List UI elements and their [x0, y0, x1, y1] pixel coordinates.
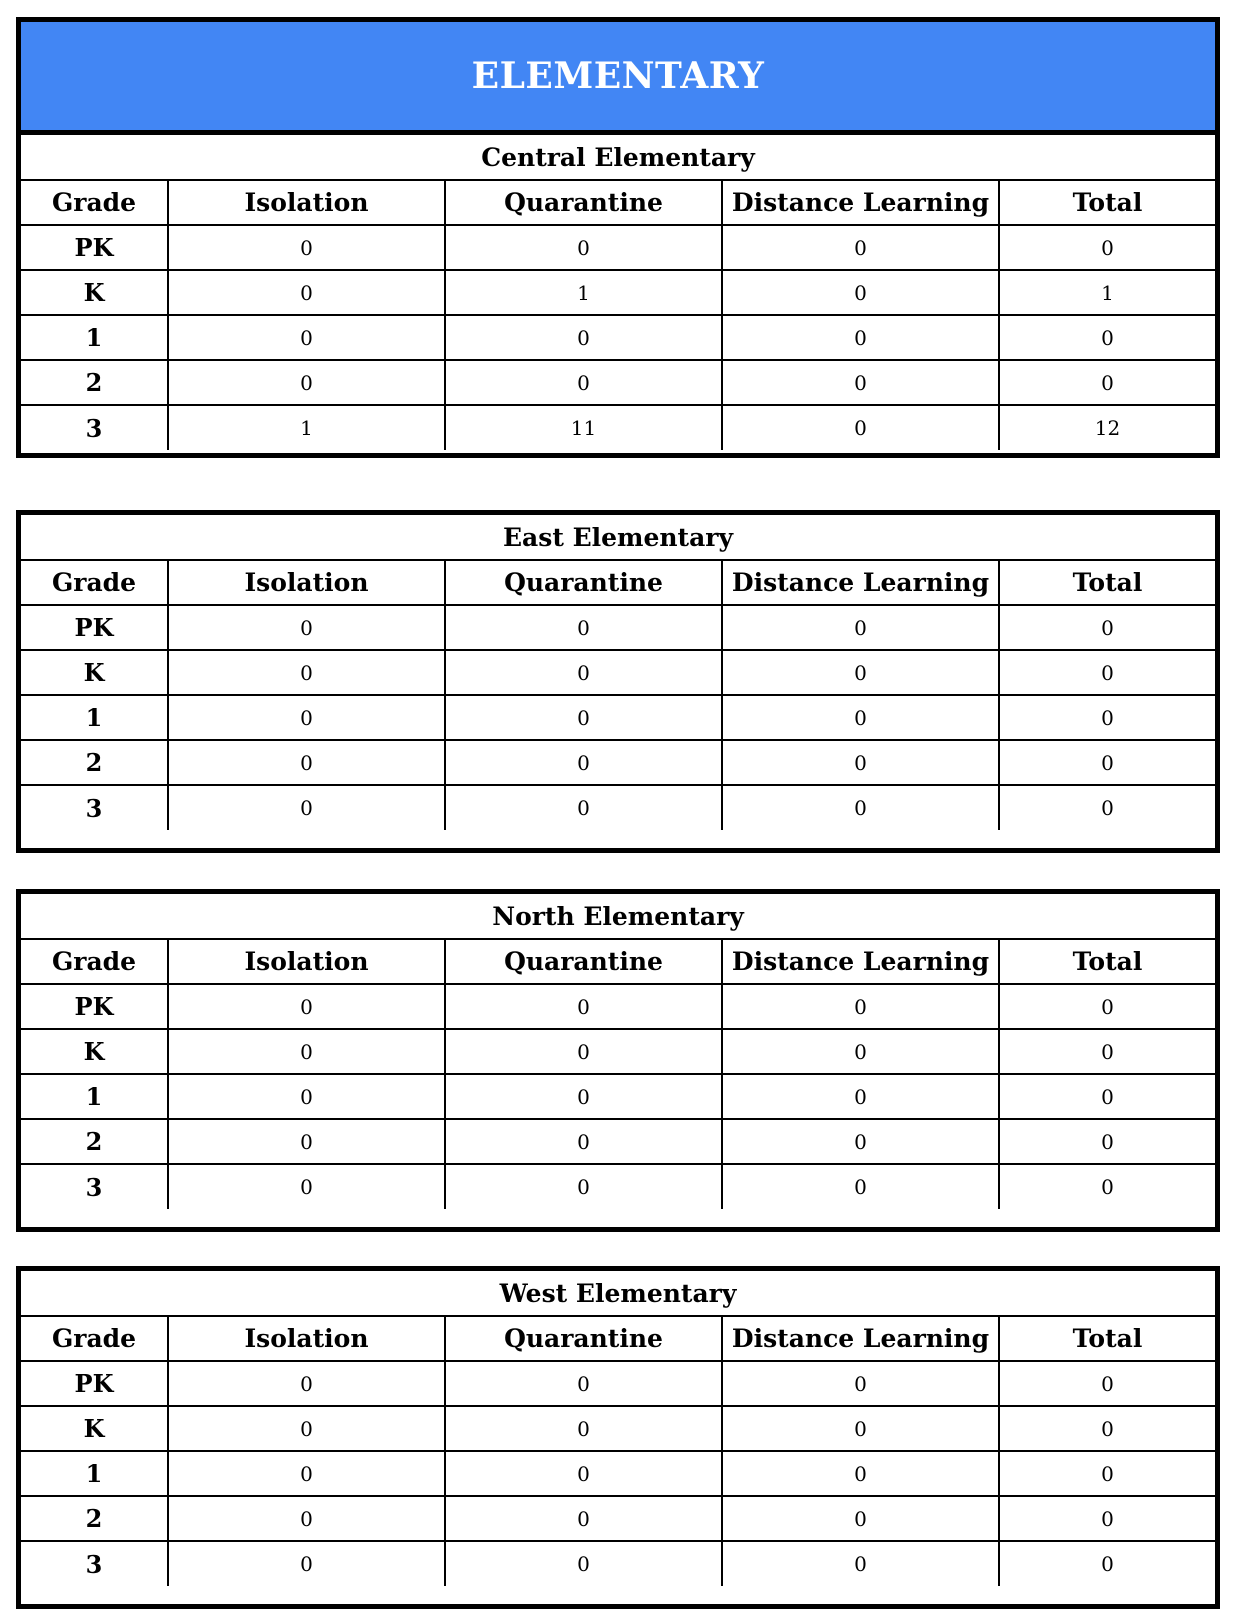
- isolation-cell: 0: [168, 605, 445, 650]
- school-title: East Elementary: [21, 515, 1215, 560]
- isolation-cell: 0: [168, 695, 445, 740]
- quarantine-cell: 0: [445, 1074, 722, 1119]
- total-cell: 1: [999, 270, 1215, 315]
- grade-cell: 2: [21, 740, 168, 785]
- quarantine-cell: 0: [445, 650, 722, 695]
- distance-learning-cell: 0: [722, 315, 999, 360]
- column-header-total: Total: [999, 560, 1215, 605]
- column-header-isolation: Isolation: [168, 180, 445, 225]
- grade-cell: PK: [21, 605, 168, 650]
- table-row: [21, 1361, 1215, 1406]
- distance-learning-cell: 0: [722, 1361, 999, 1406]
- total-cell: 0: [999, 360, 1215, 405]
- data-table: [21, 135, 1215, 450]
- table-row: [21, 740, 1215, 785]
- school-title: North Elementary: [21, 894, 1215, 939]
- isolation-cell: 0: [168, 225, 445, 270]
- quarantine-cell: 0: [445, 785, 722, 830]
- distance-learning-cell: 0: [722, 1119, 999, 1164]
- grade-cell: PK: [21, 984, 168, 1029]
- grade-cell: 2: [21, 360, 168, 405]
- column-header-grade: Grade: [21, 939, 168, 984]
- table-row: [21, 1496, 1215, 1541]
- distance-learning-cell: 0: [722, 984, 999, 1029]
- total-cell: 0: [999, 1541, 1215, 1586]
- distance-learning-cell: 0: [722, 1406, 999, 1451]
- distance-learning-cell: 0: [722, 1029, 999, 1074]
- isolation-cell: 0: [168, 740, 445, 785]
- grade-cell: 1: [21, 315, 168, 360]
- column-header-quarantine: Quarantine: [445, 560, 722, 605]
- isolation-cell: 0: [168, 1164, 445, 1209]
- quarantine-cell: 0: [445, 1451, 722, 1496]
- total-cell: 0: [999, 1074, 1215, 1119]
- total-cell: 0: [999, 1361, 1215, 1406]
- distance-learning-cell: 0: [722, 1496, 999, 1541]
- column-header-total: Total: [999, 939, 1215, 984]
- table-row: [21, 984, 1215, 1029]
- isolation-cell: 0: [168, 315, 445, 360]
- total-cell: 0: [999, 1496, 1215, 1541]
- quarantine-cell: 0: [445, 1029, 722, 1074]
- grade-cell: K: [21, 1029, 168, 1074]
- quarantine-cell: 0: [445, 984, 722, 1029]
- column-header-grade: Grade: [21, 560, 168, 605]
- column-header-distance-learning: Distance Learning: [722, 1316, 999, 1361]
- table-row: [21, 1074, 1215, 1119]
- isolation-cell: 0: [168, 785, 445, 830]
- table-row: [21, 695, 1215, 740]
- quarantine-cell: 0: [445, 695, 722, 740]
- grade-cell: 3: [21, 1541, 168, 1586]
- total-cell: 0: [999, 315, 1215, 360]
- grade-cell: 1: [21, 1451, 168, 1496]
- column-header-isolation: Isolation: [168, 1316, 445, 1361]
- grade-cell: K: [21, 270, 168, 315]
- distance-learning-cell: 0: [722, 650, 999, 695]
- distance-learning-cell: 0: [722, 225, 999, 270]
- column-header-total: Total: [999, 180, 1215, 225]
- isolation-cell: 0: [168, 1496, 445, 1541]
- isolation-cell: 0: [168, 1451, 445, 1496]
- distance-learning-cell: 0: [722, 740, 999, 785]
- table-row: [21, 785, 1215, 830]
- total-cell: 0: [999, 740, 1215, 785]
- isolation-cell: 0: [168, 270, 445, 315]
- grade-cell: 1: [21, 1074, 168, 1119]
- total-cell: 0: [999, 1119, 1215, 1164]
- data-table: [21, 894, 1215, 1209]
- isolation-cell: 1: [168, 405, 445, 450]
- quarantine-cell: 0: [445, 1119, 722, 1164]
- total-cell: 0: [999, 1451, 1215, 1496]
- quarantine-cell: 1: [445, 270, 722, 315]
- quarantine-cell: 0: [445, 360, 722, 405]
- table-row: [21, 405, 1215, 450]
- total-cell: 0: [999, 1406, 1215, 1451]
- table-row: [21, 270, 1215, 315]
- school-table-west: [16, 1266, 1220, 1609]
- isolation-cell: 0: [168, 360, 445, 405]
- table-row: [21, 1164, 1215, 1209]
- grade-cell: K: [21, 650, 168, 695]
- column-header-distance-learning: Distance Learning: [722, 180, 999, 225]
- quarantine-cell: 0: [445, 1541, 722, 1586]
- total-cell: 0: [999, 1164, 1215, 1209]
- table-row: [21, 315, 1215, 360]
- distance-learning-cell: 0: [722, 405, 999, 450]
- column-header-quarantine: Quarantine: [445, 180, 722, 225]
- distance-learning-cell: 0: [722, 1074, 999, 1119]
- column-header-isolation: Isolation: [168, 939, 445, 984]
- column-header-isolation: Isolation: [168, 560, 445, 605]
- distance-learning-cell: 0: [722, 1164, 999, 1209]
- distance-learning-cell: 0: [722, 695, 999, 740]
- total-cell: 0: [999, 605, 1215, 650]
- quarantine-cell: 0: [445, 1361, 722, 1406]
- school-table-central: [16, 17, 1220, 458]
- quarantine-cell: 0: [445, 605, 722, 650]
- column-header-grade: Grade: [21, 1316, 168, 1361]
- school-title: Central Elementary: [21, 135, 1215, 180]
- column-header-quarantine: Quarantine: [445, 939, 722, 984]
- page-title: ELEMENTARY: [21, 22, 1215, 135]
- isolation-cell: 0: [168, 984, 445, 1029]
- quarantine-cell: 11: [445, 405, 722, 450]
- table-row: [21, 225, 1215, 270]
- total-cell: 0: [999, 984, 1215, 1029]
- column-header-grade: Grade: [21, 180, 168, 225]
- school-title: West Elementary: [21, 1271, 1215, 1316]
- school-table-north: [16, 889, 1220, 1232]
- isolation-cell: 0: [168, 650, 445, 695]
- grade-cell: PK: [21, 225, 168, 270]
- distance-learning-cell: 0: [722, 1541, 999, 1586]
- isolation-cell: 0: [168, 1541, 445, 1586]
- distance-learning-cell: 0: [722, 360, 999, 405]
- quarantine-cell: 0: [445, 1164, 722, 1209]
- total-cell: 0: [999, 225, 1215, 270]
- distance-learning-cell: 0: [722, 605, 999, 650]
- table-row: [21, 605, 1215, 650]
- isolation-cell: 0: [168, 1074, 445, 1119]
- table-row: [21, 360, 1215, 405]
- data-table: [21, 515, 1215, 830]
- isolation-cell: 0: [168, 1406, 445, 1451]
- distance-learning-cell: 0: [722, 1451, 999, 1496]
- isolation-cell: 0: [168, 1029, 445, 1074]
- total-cell: 0: [999, 695, 1215, 740]
- grade-cell: PK: [21, 1361, 168, 1406]
- total-cell: 0: [999, 1029, 1215, 1074]
- column-header-total: Total: [999, 1316, 1215, 1361]
- quarantine-cell: 0: [445, 1406, 722, 1451]
- column-header-quarantine: Quarantine: [445, 1316, 722, 1361]
- school-table-east: [16, 510, 1220, 853]
- total-cell: 12: [999, 405, 1215, 450]
- grade-cell: 1: [21, 695, 168, 740]
- data-table: [21, 1271, 1215, 1586]
- table-row: [21, 1406, 1215, 1451]
- quarantine-cell: 0: [445, 225, 722, 270]
- grade-cell: 3: [21, 785, 168, 830]
- isolation-cell: 0: [168, 1119, 445, 1164]
- table-row: [21, 1451, 1215, 1496]
- grade-cell: 3: [21, 405, 168, 450]
- grade-cell: K: [21, 1406, 168, 1451]
- distance-learning-cell: 0: [722, 785, 999, 830]
- column-header-distance-learning: Distance Learning: [722, 939, 999, 984]
- total-cell: 0: [999, 650, 1215, 695]
- total-cell: 0: [999, 785, 1215, 830]
- table-row: [21, 1541, 1215, 1586]
- quarantine-cell: 0: [445, 315, 722, 360]
- grade-cell: 3: [21, 1164, 168, 1209]
- table-row: [21, 650, 1215, 695]
- distance-learning-cell: 0: [722, 270, 999, 315]
- column-header-distance-learning: Distance Learning: [722, 560, 999, 605]
- grade-cell: 2: [21, 1119, 168, 1164]
- table-row: [21, 1029, 1215, 1074]
- grade-cell: 2: [21, 1496, 168, 1541]
- quarantine-cell: 0: [445, 1496, 722, 1541]
- isolation-cell: 0: [168, 1361, 445, 1406]
- table-row: [21, 1119, 1215, 1164]
- quarantine-cell: 0: [445, 740, 722, 785]
